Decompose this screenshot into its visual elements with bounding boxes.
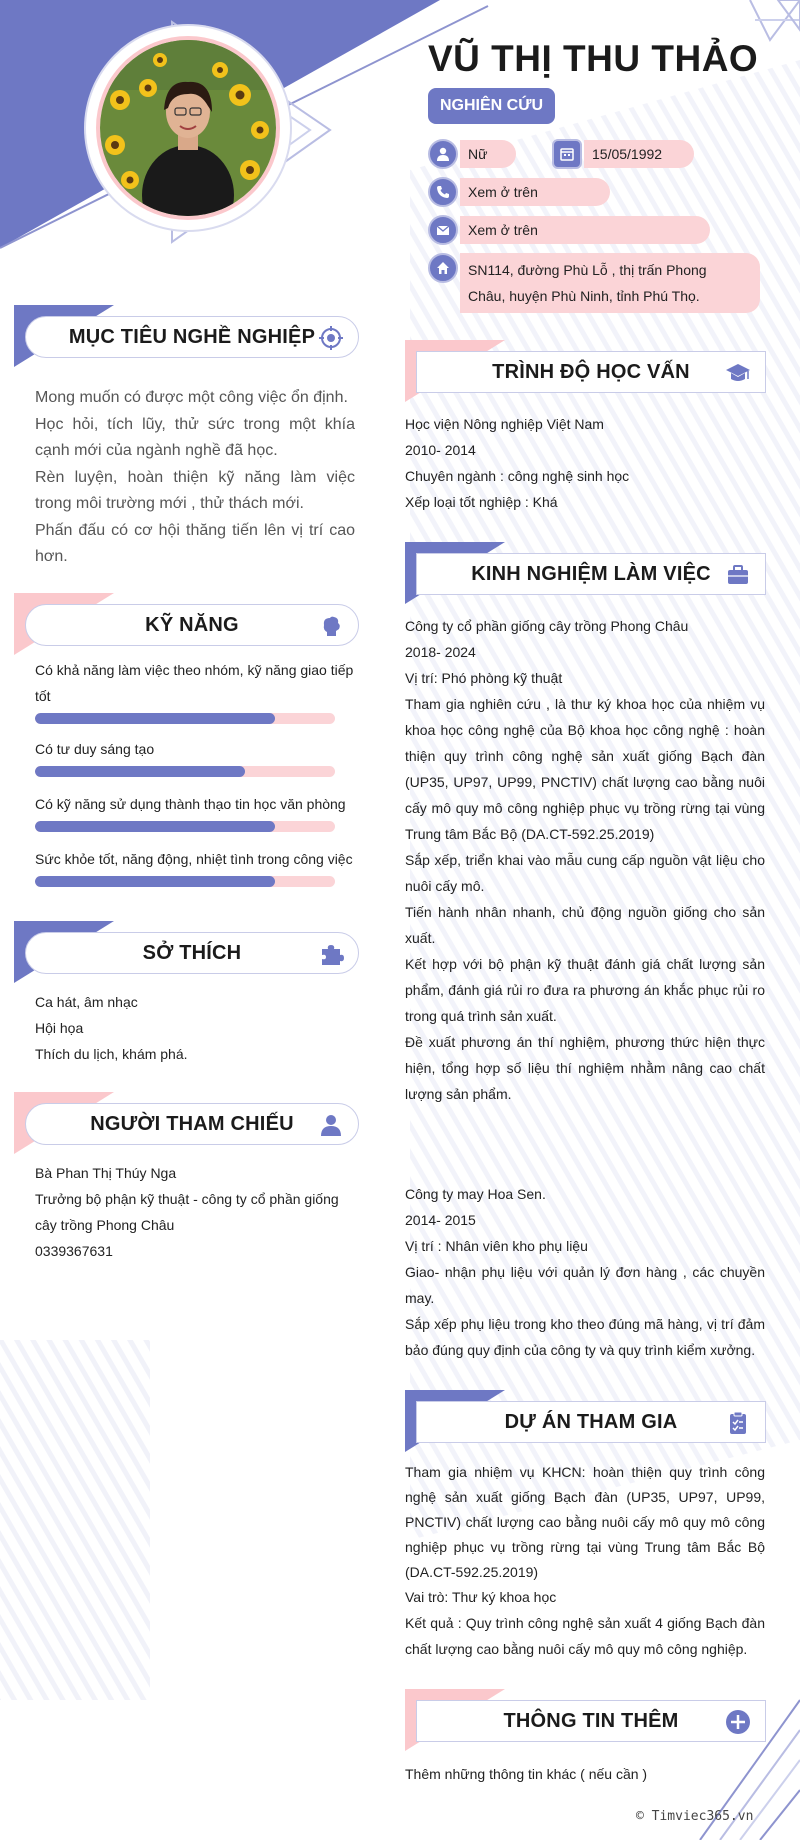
- clipboard-icon: [725, 1410, 751, 1436]
- person-icon: [318, 1112, 344, 1138]
- plus-circle-icon: [725, 1709, 751, 1735]
- skill-label: Sức khỏe tốt, năng động, nhiệt tình trong công việc: [35, 851, 353, 867]
- experience-title: KINH NGHIỆM LÀM VIỆC: [471, 562, 711, 585]
- gender-value: Nữ: [460, 140, 516, 168]
- skill-item: [35, 846, 355, 887]
- job-company: Công ty cổ phần giống cây trồng Phong Châu: [405, 618, 689, 634]
- objective-line: Rèn luyện, hoàn thiện kỹ năng làm việc trong môi trường mới , thử thách mới.: [35, 468, 355, 512]
- objective-header: [25, 316, 359, 358]
- project-role: Vai trò: Thư ký khoa học: [405, 1589, 557, 1605]
- objective-line: Học hỏi, tích lũy, thử sức trong một khía cạnh mới của ngành nghề đã học.: [35, 415, 355, 459]
- address-row: [428, 253, 760, 313]
- email-row: [428, 215, 710, 245]
- email-icon: [428, 215, 458, 245]
- hobbies-list: [35, 989, 355, 1067]
- phone-value: Xem ở trên: [460, 178, 610, 206]
- skill-fill: [35, 766, 245, 777]
- references-header: [25, 1103, 359, 1145]
- education-title: TRÌNH ĐỘ HỌC VẤN: [492, 360, 690, 383]
- experience-job-1: [405, 613, 765, 1107]
- job-detail: Đề xuất phương án thí nghiệm, phương thức hiện thực hiện, tổng hợp số liệu thí nghiệm nhằm nâng cao chất lượng sản phẩm.: [405, 1034, 765, 1102]
- education-school: Học viện Nông nghiệp Việt Nam: [405, 416, 604, 432]
- home-icon: [428, 253, 458, 283]
- education-major: Chuyên ngành : công nghệ sinh học: [405, 468, 630, 484]
- skill-bar: [35, 876, 335, 887]
- projects-title: DỰ ÁN THAM GIA: [504, 1410, 678, 1433]
- brain-icon: [318, 613, 344, 639]
- job-position: Vị trí : Nhân viên kho phụ liệu: [405, 1238, 588, 1254]
- experience-job-2: [405, 1181, 765, 1363]
- hobbies-header: [25, 932, 359, 974]
- skill-label: Có tư duy sáng tạo: [35, 741, 155, 757]
- job-detail: Tham gia nghiên cứu , là thư ký khoa học của nhiệm vụ khoa học công nghệ của Bộ khoa học công nghệ : hoàn thiện quy trình công nghệ sản xuất giống Bạch đàn (UP35, UP97, UP99, PNCTIV) chất lượng cao bằng nuôi cấy mô quy mô công nghiệp phục vụ trồng rừng tại vùng Trung tâm Bắc Bộ (DA.CT-592.25.2019): [405, 696, 765, 842]
- education-grade: Xếp loại tốt nghiệp : Khá: [405, 494, 558, 510]
- job-detail: Giao- nhận phụ liệu với quản lý đơn hàng , các chuyền may.: [405, 1264, 765, 1306]
- candidate-name: VŨ THỊ THU THẢO: [428, 38, 759, 79]
- phone-row: [428, 177, 610, 207]
- skill-fill: [35, 876, 275, 887]
- job-period: 2014- 2015: [405, 1212, 476, 1228]
- target-icon: [318, 325, 344, 351]
- skill-label: Có khả năng làm việc theo nhóm, kỹ năng giao tiếp tốt: [35, 662, 354, 704]
- job-detail: Tiến hành nhân nhanh, chủ động nguồn giống cho sản xuất.: [405, 904, 765, 946]
- skill-bar: [35, 713, 335, 724]
- skills-title: KỸ NĂNG: [145, 613, 239, 636]
- experience-header: [416, 553, 766, 595]
- additional-header: [416, 1700, 766, 1742]
- skill-fill: [35, 713, 275, 724]
- phone-icon: [428, 177, 458, 207]
- skill-bar: [35, 821, 335, 832]
- skill-item: [35, 791, 355, 832]
- additional-title: THÔNG TIN THÊM: [503, 1709, 679, 1732]
- position-badge: NGHIÊN CỨU: [428, 88, 555, 124]
- job-detail: Sắp xếp phụ liệu trong kho theo đúng mã hàng, vị trí đảm bảo đúng quy định của công ty và quy trình kiểm xưởng.: [405, 1316, 765, 1358]
- avatar: [96, 36, 280, 220]
- objective-text: [35, 385, 355, 571]
- skill-fill: [35, 821, 275, 832]
- address-value: [460, 253, 760, 313]
- project-description: Tham gia nhiệm vụ KHCN: hoàn thiện quy trình công nghệ sản xuất giống Bạch đàn (UP35, UP97, UP99, PNCTIV) chất lượng cao bằng nuôi cấy mô quy mô công nghiệp phục vụ trồng rừng tại vùng Trung tâm Bắc Bộ (DA.CT-592.25.2019): [405, 1464, 765, 1580]
- hobby-item: Ca hát, âm nhạc: [35, 994, 138, 1010]
- job-detail: Sắp xếp, triển khai vào mẫu cung cấp nguồn vật liệu cho nuôi cấy mô.: [405, 852, 765, 894]
- hobby-item: Hội họa: [35, 1020, 84, 1036]
- skill-label: Có kỹ năng sử dụng thành thạo tin học văn phòng: [35, 796, 346, 812]
- job-position: Vị trí: Phó phòng kỹ thuật: [405, 670, 563, 686]
- job-detail: Kết hợp với bộ phận kỹ thuật đánh giá chất lượng sản phẩm, đánh giá rủi ro đưa ra phương án khắc phục rủi ro trong quá trình sản xuất.: [405, 956, 765, 1024]
- job-period: 2018- 2024: [405, 644, 476, 660]
- objective-title: MỤC TIÊU NGHỀ NGHIỆP: [68, 325, 316, 348]
- avatar-ring: [86, 26, 290, 230]
- avatar-photo: [100, 40, 276, 216]
- education-header: [416, 351, 766, 393]
- email-value: Xem ở trên: [460, 216, 710, 244]
- birthdate-value: 15/05/1992: [584, 140, 694, 168]
- skills-header: [25, 604, 359, 646]
- graduation-cap-icon: [725, 360, 751, 386]
- references-text: [35, 1160, 357, 1264]
- reference-name: Bà Phan Thị Thúy Nga: [35, 1165, 177, 1181]
- additional-text: Thêm những thông tin khác ( nếu cần ): [405, 1766, 648, 1782]
- address-line-2: Châu, huyện Phù Ninh, tỉnh Phú Thọ.: [468, 288, 700, 304]
- hobbies-title: SỞ THÍCH: [142, 941, 242, 964]
- calendar-icon: [552, 139, 582, 169]
- skill-bar: [35, 766, 335, 777]
- objective-line: Phấn đấu có cơ hội thăng tiến lên vị trí cao hơn.: [35, 521, 355, 565]
- reference-phone: 0339367631: [35, 1243, 113, 1259]
- projects-text: [405, 1460, 765, 1662]
- hobby-item: Thích du lịch, khám phá.: [35, 1046, 188, 1062]
- skill-item: [35, 657, 355, 724]
- footer-watermark: © Timviec365.vn: [636, 1809, 754, 1824]
- reference-role: Trưởng bộ phận kỹ thuật - công ty cổ phần giống cây trồng Phong Châu: [35, 1191, 339, 1233]
- references-title: NGƯỜI THAM CHIẾU: [90, 1112, 294, 1135]
- education-text: [405, 411, 765, 515]
- user-icon: [428, 139, 458, 169]
- gender-row: [428, 139, 516, 169]
- project-result: Kết quả : Quy trình công nghệ sản xuất 4 giống Bạch đàn chất lượng cao bằng nuôi cấy mô quy mô công nghiệp.: [405, 1615, 765, 1657]
- education-period: 2010- 2014: [405, 442, 476, 458]
- skill-item: [35, 736, 355, 777]
- job-company: Công ty may Hoa Sen.: [405, 1186, 546, 1202]
- puzzle-icon: [318, 941, 344, 967]
- objective-line: Mong muốn có được một công việc ổn định.: [35, 389, 348, 406]
- birthdate-row: [552, 139, 694, 169]
- briefcase-icon: [725, 562, 751, 588]
- address-line-1: SN114, đường Phù Lỗ , thị trấn Phong: [468, 262, 707, 278]
- projects-header: [416, 1401, 766, 1443]
